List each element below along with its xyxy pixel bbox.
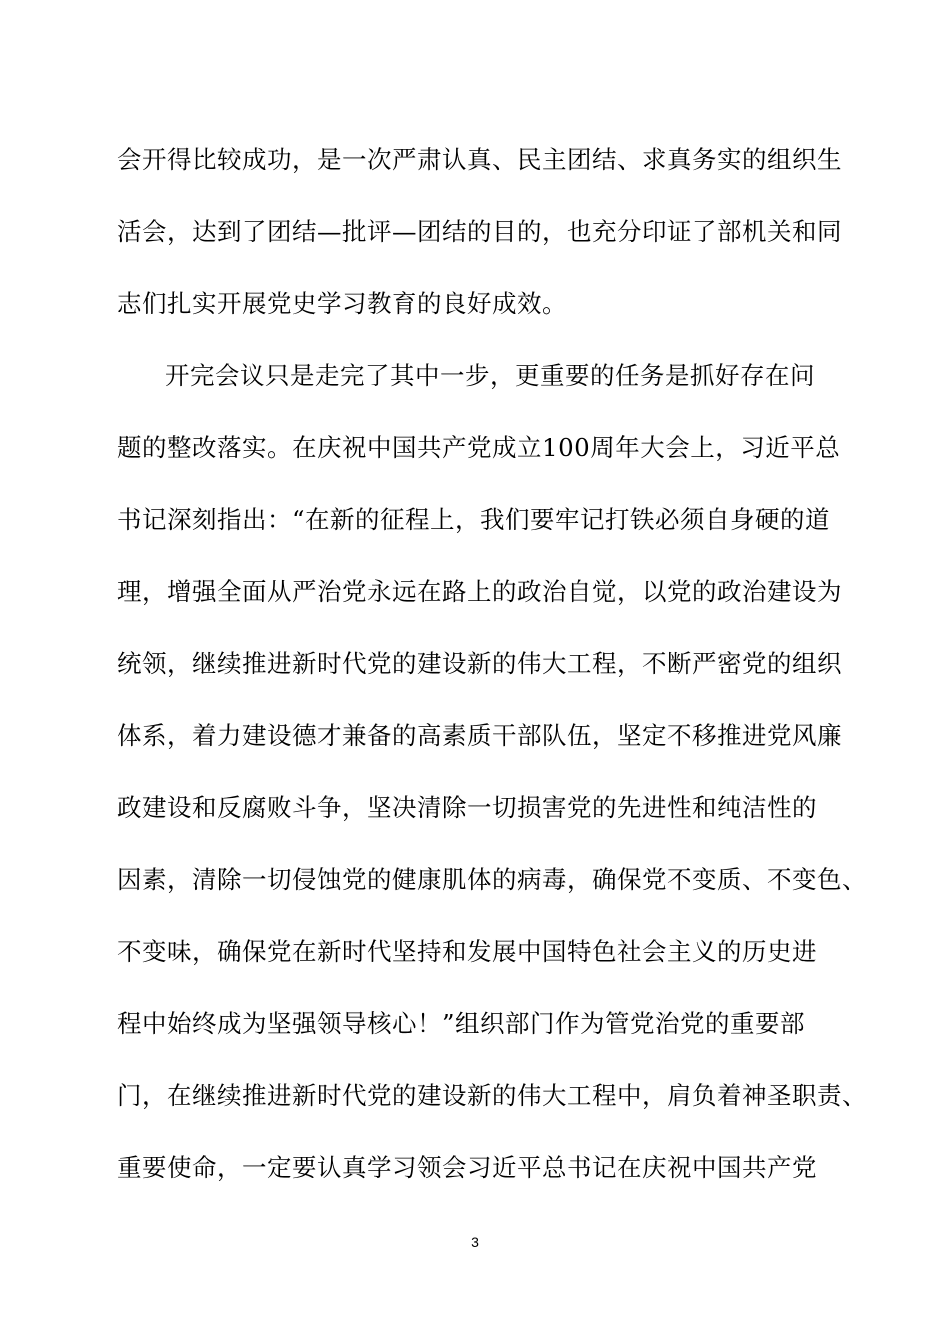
text-line-2: 活会，达到了团结—批评—团结的目的，也充分印证了部机关和同	[117, 217, 842, 246]
text-line-12: 不变味，确保党在新时代坚持和发展中国特色社会主义的历史进	[117, 937, 817, 966]
page-number: 3	[471, 1234, 479, 1250]
text-line-9: 体系，着力建设德才兼备的高素质干部队伍，坚定不移推进党风廉	[117, 721, 842, 750]
text-line-11: 因素，清除一切侵蚀党的健康肌体的病毒，确保党不变质、不变色、	[117, 865, 867, 894]
paragraph-first-line: 开完会议只是走完了其中一步，更重要的任务是抓好存在问	[165, 361, 815, 390]
text-line-8: 统领，继续推进新时代党的建设新的伟大工程，不断严密党的组织	[117, 649, 842, 678]
text-line-1: 会开得比较成功，是一次严肃认真、民主团结、求真务实的组织生	[117, 145, 842, 174]
text-line-15: 重要使命，一定要认真学习领会习近平总书记在庆祝中国共产党	[117, 1153, 817, 1182]
text-line-7: 理，增强全面从严治党永远在路上的政治自觉，以党的政治建设为	[117, 577, 842, 606]
text-line-6: 书记深刻指出：“在新的征程上，我们要牢记打铁必须自身硬的道	[117, 505, 831, 534]
text-line-10: 政建设和反腐败斗争，坚决清除一切损害党的先进性和纯洁性的	[117, 793, 817, 822]
text-line-5: 题的整改落实。在庆祝中国共产党成立100周年大会上，习近平总	[117, 433, 841, 462]
text-line-14: 门，在继续推进新时代党的建设新的伟大工程中，肩负着神圣职责、	[117, 1081, 867, 1110]
text-line-13: 程中始终成为坚强领导核心！”组织部门作为管党治党的重要部	[117, 1009, 806, 1038]
text-line-3: 志们扎实开展党史学习教育的良好成效。	[117, 289, 567, 318]
